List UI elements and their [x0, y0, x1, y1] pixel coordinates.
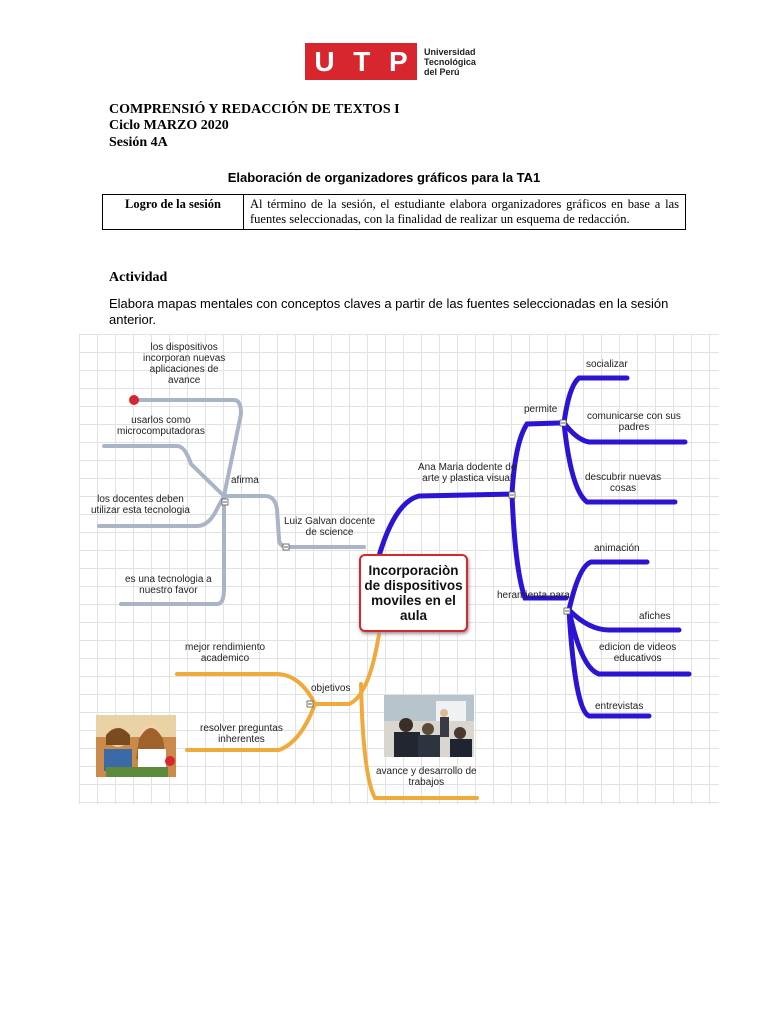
node-afiches: afiches	[639, 611, 671, 622]
branch-herramienta	[512, 494, 566, 598]
students-photo	[96, 715, 176, 777]
node-tecnologia: es una tecnologia a nuestro favor	[125, 574, 212, 596]
course-title: COMPRENSIÓ Y REDACCIÓN DE TEXTOS I	[109, 102, 400, 117]
node-dispositivos: los dispositivos incorporan nuevas aplicaciones de avance	[143, 342, 226, 386]
branch-animacion	[569, 562, 647, 610]
logo-line-3: del Perú	[424, 67, 460, 77]
node-ana: Ana Maria dodente de arte y plastica visual	[418, 462, 517, 484]
activity-text: Elabora mapas mentales con conceptos claves a partir de las fuentes seleccionadas en la sesión anterior.	[109, 296, 669, 327]
central-node: Incorporaciòn de dispositivos moviles en el aula	[359, 554, 468, 632]
node-entrevistas: entrevistas	[595, 701, 644, 712]
logo-letter-u: U	[314, 45, 335, 77]
node-herramienta: heramienta para	[497, 590, 570, 601]
node-microcomputadoras: usarlos como microcomputadoras	[117, 415, 205, 437]
branch-permite	[512, 423, 559, 494]
session-number: Sesión 4A	[109, 135, 168, 150]
logro-key: Logro de la sesión	[103, 195, 244, 230]
node-descubrir: descubrir nuevas cosas	[585, 472, 662, 494]
activity-heading: Actividad	[109, 270, 168, 285]
node-avance: avance y desarrollo de trabajos	[376, 766, 477, 788]
logo-university-name	[424, 47, 476, 77]
logo-letter-t: T	[353, 45, 371, 77]
node-docentes: los docentes deben utilizar esta tecnologia	[91, 494, 190, 516]
branch-microcomputadoras	[104, 446, 224, 496]
node-edicion: edicion de videos educativos	[599, 642, 677, 664]
mind-map	[79, 334, 719, 804]
page-subtitle: Elaboración de organizadores gráficos para la TA1	[227, 170, 541, 185]
node-luiz: Luiz Galvan docente de science	[284, 516, 376, 538]
logo-letter-p: P	[388, 45, 408, 77]
node-objetivos: objetivos	[311, 683, 351, 694]
logo-line-1: Universidad	[424, 47, 476, 57]
red-dot-marker	[129, 395, 139, 405]
node-animacion: animación	[594, 543, 640, 554]
classroom-photo	[384, 695, 474, 757]
logro-value: Al término de la sesión, el estudiante elabora organizadores gráficos en base a las fuentes seleccionadas, con la finalidad de realizar un esquema de redacción.	[244, 195, 686, 230]
utp-logo	[305, 43, 417, 80]
node-socializar: socializar	[586, 359, 628, 370]
logro-table	[102, 194, 686, 230]
branch-rendimiento	[177, 674, 315, 704]
course-cycle: Ciclo MARZO 2020	[109, 118, 229, 133]
node-rendimiento: mejor rendimiento academico	[185, 642, 266, 664]
node-comunicarse: comunicarse con sus padres	[587, 411, 681, 433]
branch-ana	[379, 494, 512, 556]
logo-line-2: Tecnológica	[424, 57, 476, 67]
node-afirma: afirma	[231, 475, 259, 486]
node-preguntas: resolver preguntas inherentes	[200, 723, 283, 745]
node-permite: permite	[524, 404, 558, 415]
